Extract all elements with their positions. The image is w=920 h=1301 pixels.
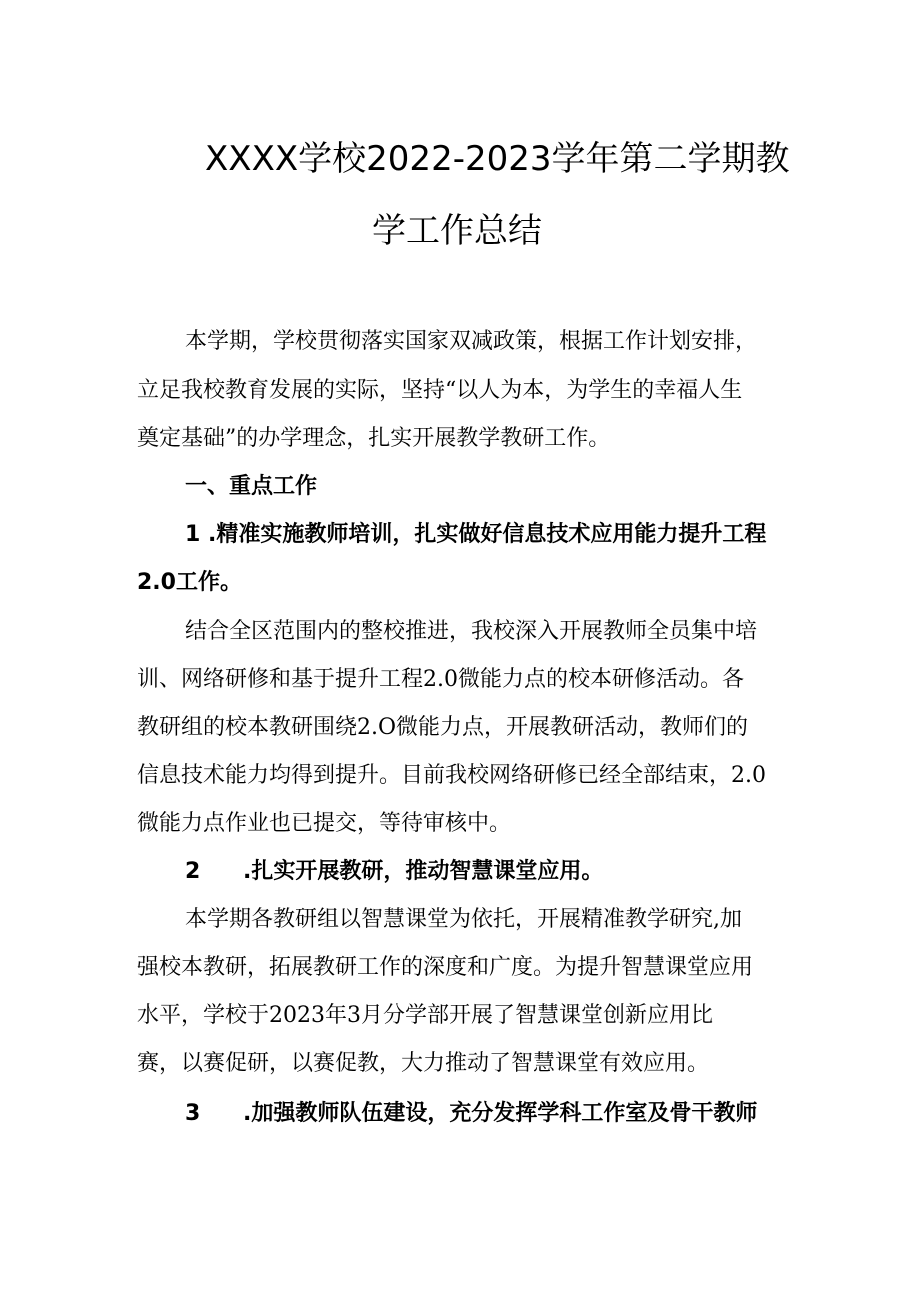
item-1-heading-line-2: 2.0工作。 [137, 570, 242, 595]
item-2-body-line-4: 赛，以赛促研，以赛促教，大力推动了智慧课堂有效应用。 [137, 1051, 710, 1076]
item-1-body-line-5: 微能力点作业也已提交，等待审核中。 [137, 811, 512, 836]
section-heading-key-work: 一、重点工作 [185, 474, 318, 499]
intro-line-3: 奠定基础”的办学理念，扎实开展教学教研工作。 [137, 426, 611, 451]
item-2-body-line-3: 水平，学校于2023年3月分学部开展了智慧课堂创新应用比 [137, 1003, 713, 1028]
item-1-body-line-1: 结合全区范围内的整校推进，我校深入开展教师全员集中培 [185, 619, 758, 644]
item-2-body-line-2: 强校本教研，拓展教研工作的深度和广度。为提升智慧课堂应用 [137, 955, 754, 980]
document-title-line-2: 学工作总结 [372, 211, 542, 251]
intro-line-1: 本学期，学校贯彻落实国家双减政策，根据工作计划安排， [185, 329, 758, 354]
item-3-number: 3 [185, 1101, 201, 1126]
item-1-heading-line-1: 1 .精准实施教师培训，扎实做好信息技术应用能力提升工程 [185, 522, 767, 547]
item-2-body-line-1: 本学期各教研组以智慧课堂为依托，开展精准教学研究,加 [185, 907, 742, 932]
item-3-heading-text: .加强教师队伍建设，充分发挥学科工作室及骨干教师 [243, 1101, 758, 1126]
item-3-heading [185, 1103, 757, 1125]
item-2-heading [185, 861, 603, 883]
item-1-body-line-3: 教研组的校本教研围绕2.O微能力点，开展教研活动，教师们的 [137, 715, 749, 740]
item-1-body-line-4: 信息技术能力均得到提升。目前我校网络研修已经全部结束，2.0 [137, 763, 766, 788]
item-1-body-line-2: 训、网络研修和基于提升工程2.0微能力点的校本研修活动。各 [137, 667, 744, 692]
item-2-number: 2 [185, 859, 201, 884]
document-title-line-1: XXXX学校2022-2023学年第二学期教 [205, 139, 790, 179]
item-2-heading-text: .扎实开展教研，推动智慧课堂应用。 [243, 859, 604, 884]
intro-line-2: 立足我校教育发展的实际，坚持“以人为本，为学生的幸福人生 [137, 378, 743, 403]
